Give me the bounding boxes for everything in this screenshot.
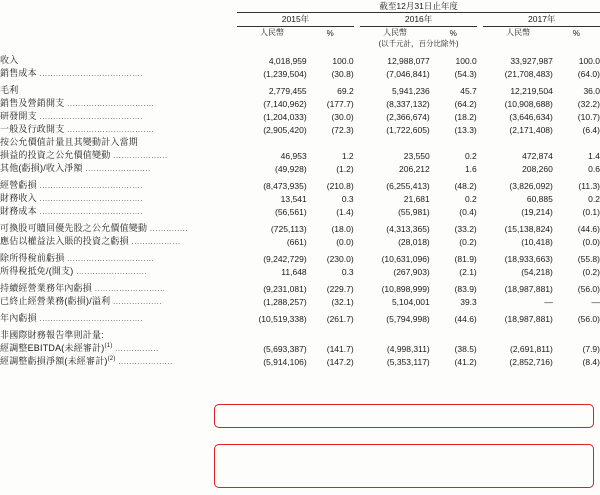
- cell-gap: [477, 341, 484, 354]
- leader-dots: ................................: [64, 254, 155, 263]
- row-label-text: 經營虧損: [0, 180, 37, 190]
- cell-v2017: (2,691,811): [510, 344, 553, 354]
- cell-v2017: 33,927,987: [510, 56, 553, 66]
- row-label: [0, 191, 237, 204]
- cell-p2017: 0.2: [588, 194, 600, 204]
- cell-gap: [477, 53, 484, 66]
- cell-gap: [477, 122, 484, 135]
- cell-v2016: (4,313,365): [386, 224, 430, 234]
- year-header-row: [0, 13, 600, 26]
- leader-dots: ................................: [64, 99, 155, 108]
- cell-v2015: (5,693,387): [263, 344, 307, 354]
- row-label-text: 毛利: [0, 85, 19, 95]
- cell-gap: [354, 328, 361, 341]
- table-row: [0, 311, 600, 324]
- cell-gap: [354, 281, 361, 294]
- cell-p2016: 0.2: [464, 194, 477, 204]
- cell-gap: [354, 204, 361, 217]
- cell-p2015: (0.0): [336, 237, 354, 247]
- column-year-2017: 2017年: [528, 14, 556, 24]
- table-row: [0, 341, 600, 354]
- cell-p2017: (0.1): [582, 207, 600, 217]
- cell-p2015: (30.8): [331, 69, 354, 79]
- cell-v2017: (10,908,688): [504, 99, 553, 109]
- cell-p2015: (72.3): [331, 125, 354, 135]
- cell-gap: [354, 161, 361, 174]
- cell-gap: [477, 96, 484, 109]
- cell-v2016: (2,366,674): [386, 112, 430, 122]
- cell-p2016: (0.4): [459, 207, 477, 217]
- row-label-text: 銷售成本: [0, 68, 37, 78]
- table-row: [0, 221, 600, 234]
- cell-v2016: (267,903): [393, 267, 430, 277]
- cell-v2016: [360, 135, 429, 148]
- cell-v2017: (18,933,663): [504, 254, 553, 264]
- row-label: [0, 311, 237, 324]
- cell-p2015: (147.2): [326, 357, 354, 367]
- gap-1: [354, 13, 361, 26]
- cell-p2017: 0.6: [588, 164, 600, 174]
- unit-note: (以千元計，百分比除外): [378, 39, 459, 48]
- cell-gap: [477, 294, 484, 307]
- table-row: [0, 251, 600, 264]
- period-caption: 截至12月31日止年度: [237, 0, 600, 13]
- cell-p2017: (10.7): [577, 112, 600, 122]
- cell-p2016: 39.3: [460, 297, 477, 307]
- cell-gap: [477, 281, 484, 294]
- cell-p2015: (261.7): [326, 314, 354, 324]
- cell-p2015: (1.2): [336, 164, 354, 174]
- cell-p2015: (141.7): [326, 344, 354, 354]
- row-label: [0, 221, 237, 234]
- row-label: [0, 281, 237, 294]
- cell-gap: [477, 178, 484, 191]
- row-label: [0, 122, 237, 135]
- cell-p2015: 0.3: [341, 267, 354, 277]
- row-label: [0, 96, 237, 109]
- row-label: [0, 53, 237, 66]
- cell-gap: [477, 311, 484, 324]
- leader-dots: ......................................: [36, 207, 143, 216]
- pct-2015: %: [326, 29, 334, 38]
- table-row: [0, 83, 600, 96]
- cell-v2015: (49,928): [275, 164, 307, 174]
- cell-v2017: (3,646,634): [509, 112, 553, 122]
- empty-corner-4: [0, 27, 237, 39]
- cell-gap: [354, 135, 361, 148]
- row-label-text: 按公允價值計量且其變動計入當期: [0, 137, 139, 147]
- cell-v2017: (19,214): [521, 207, 553, 217]
- cell-v2015: [237, 135, 306, 148]
- table-row: [0, 122, 600, 135]
- cell-v2015: (10,519,338): [258, 314, 307, 324]
- row-label: [0, 161, 237, 174]
- cell-p2017: 1.4: [588, 151, 600, 161]
- cell-v2015: (56,561): [275, 207, 307, 217]
- cell-gap: [477, 83, 484, 96]
- cell-p2015: [307, 328, 354, 341]
- currency-2016: 人民幣: [383, 28, 408, 37]
- empty-corner-2: [0, 13, 237, 26]
- leader-dots: ......................................: [36, 314, 143, 323]
- pct-2017: %: [572, 29, 580, 38]
- cell-v2016: 21,681: [403, 194, 430, 204]
- cell-p2015: (177.7): [326, 99, 354, 109]
- gap-5: [354, 27, 361, 39]
- leader-dots: ....................: [110, 151, 168, 160]
- cell-v2017: (2,171,408): [509, 125, 553, 135]
- cell-p2015: 1.2: [341, 151, 354, 161]
- cell-gap: [354, 96, 361, 109]
- cell-gap: [477, 221, 484, 234]
- cell-v2017: (10,418): [521, 237, 553, 247]
- row-label-text: 研發開支: [0, 111, 37, 121]
- cell-gap: [354, 53, 361, 66]
- cell-v2015: (8,473,935): [263, 181, 307, 191]
- cell-gap: [354, 294, 361, 307]
- cell-v2017: (18,987,881): [504, 284, 553, 294]
- cell-gap: [354, 341, 361, 354]
- cell-v2016: (5,353,117): [386, 357, 430, 367]
- row-label: [0, 341, 237, 354]
- cell-v2015: 11,648: [281, 267, 307, 277]
- cell-gap: [477, 204, 484, 217]
- gap-11: [483, 38, 552, 49]
- row-label-text: 所得稅抵免/(開支): [0, 266, 74, 276]
- cell-gap: [354, 221, 361, 234]
- currency-2017: 人民幣: [506, 28, 531, 37]
- table-header: [0, 0, 600, 53]
- row-label-text: 除所得稅前虧損: [0, 253, 65, 263]
- leader-dots: ..........................: [92, 284, 166, 293]
- row-label-text: 財務收入: [0, 193, 37, 203]
- leader-dots: ......................................: [36, 194, 143, 203]
- row-label-text: 其他(虧損)/收入淨額: [0, 163, 83, 173]
- cell-p2017: (0.2): [582, 267, 600, 277]
- table-row: [0, 148, 600, 161]
- cell-v2016: 5,941,236: [391, 86, 430, 96]
- cell-p2015: (1.4): [336, 207, 354, 217]
- cell-p2016: (38.5): [454, 344, 477, 354]
- cell-gap: [477, 109, 484, 122]
- cell-p2016: (48.2): [454, 181, 477, 191]
- row-label-text: 應佔以權益法入賬的投資之虧損: [0, 236, 129, 246]
- cell-v2016: (28,018): [398, 237, 430, 247]
- row-label-text: 可換股可贖回優先股之公允價值變動: [0, 223, 148, 233]
- cell-p2017: (56.0): [577, 314, 600, 324]
- cell-v2016: 206,212: [399, 164, 430, 174]
- cell-v2015: 4,018,959: [268, 56, 307, 66]
- cell-v2017: 12,219,504: [510, 86, 553, 96]
- cell-gap: [354, 109, 361, 122]
- leader-dots: ..................: [128, 237, 181, 246]
- table-row: [0, 96, 600, 109]
- table-row: [0, 66, 600, 79]
- cell-v2015: (1,288,257): [263, 297, 307, 307]
- cell-p2017: (11.3): [578, 181, 600, 191]
- cell-v2016: 5,104,001: [391, 297, 430, 307]
- cell-v2017: (15,138,824): [504, 224, 553, 234]
- table-body: [0, 53, 600, 367]
- cell-v2016: (55,981): [398, 207, 430, 217]
- gap-8: [307, 38, 354, 49]
- cell-p2016: (81.9): [454, 254, 477, 264]
- highlight-box-year-loss: [214, 404, 594, 428]
- gap-2: [477, 13, 484, 26]
- currency-header-row: [0, 27, 600, 39]
- row-label: [0, 178, 237, 191]
- cell-p2016: (2.1): [459, 267, 477, 277]
- cell-v2016: (4,998,311): [386, 344, 430, 354]
- cell-gap: [354, 66, 361, 79]
- cell-v2015: (661): [286, 237, 307, 247]
- row-label-text: 年內虧損: [0, 313, 37, 323]
- cell-gap: [354, 264, 361, 277]
- cell-p2016: (41.2): [454, 357, 477, 367]
- table-row: [0, 281, 600, 294]
- footnote-marker: (1): [104, 343, 113, 349]
- cell-v2016: [360, 328, 429, 341]
- cell-p2017: (32.2): [577, 99, 600, 109]
- cell-v2016: (10,898,999): [381, 284, 430, 294]
- cell-p2017: 36.0: [583, 86, 600, 96]
- table-row: [0, 178, 600, 191]
- cell-v2015: [237, 328, 306, 341]
- table-row: [0, 204, 600, 217]
- row-label: [0, 109, 237, 122]
- period-caption-row: [0, 0, 600, 13]
- cell-p2015: (229.7): [326, 284, 354, 294]
- cell-v2015: (9,242,729): [263, 254, 307, 264]
- table-row: [0, 264, 600, 277]
- row-label-text: 非國際財務報告準則計量:: [0, 330, 104, 340]
- gap-9: [354, 38, 361, 49]
- table-row: [0, 354, 600, 367]
- cell-gap: [354, 354, 361, 367]
- table-row: [0, 109, 600, 122]
- table-row: [0, 191, 600, 204]
- cell-p2015: (210.8): [326, 181, 354, 191]
- cell-v2016: (1,722,605): [386, 125, 430, 135]
- cell-gap: [477, 191, 484, 204]
- table-row: [0, 294, 600, 307]
- cell-gap: [354, 148, 361, 161]
- cell-p2017: (0.0): [582, 237, 600, 247]
- cell-p2017: (8.4): [582, 357, 600, 367]
- cell-p2016: [430, 328, 477, 341]
- cell-v2017: (18,987,881): [504, 314, 553, 324]
- row-label-text: 經調整虧損淨額(未經審計): [0, 356, 108, 366]
- leader-dots: ..........................: [73, 267, 148, 276]
- row-label-text: 損益的投資之公允價值變動: [0, 150, 111, 160]
- row-label: [0, 148, 237, 161]
- cell-v2015: 46,953: [280, 151, 307, 161]
- cell-v2016: (5,794,998): [386, 314, 430, 324]
- table-row: [0, 328, 600, 341]
- cell-gap: [477, 264, 484, 277]
- cell-v2015: (5,914,106): [263, 357, 307, 367]
- cell-p2015: (18.0): [331, 224, 354, 234]
- cell-v2015: (7,140,962): [263, 99, 307, 109]
- cell-p2016: (13.3): [454, 125, 477, 135]
- cell-p2016: (64.2): [454, 99, 477, 109]
- cell-v2015: (1,204,033): [263, 112, 307, 122]
- cell-p2016: 45.7: [460, 86, 477, 96]
- footnote-marker: (2): [107, 356, 116, 362]
- cell-p2015: (32.1): [331, 297, 354, 307]
- row-label-text: 財務成本: [0, 206, 37, 216]
- cell-v2017: —: [544, 297, 553, 307]
- empty-corner: [0, 0, 237, 13]
- cell-gap: [477, 354, 484, 367]
- row-label-text: 收入: [0, 55, 19, 65]
- cell-v2016: (6,255,413): [386, 181, 430, 191]
- cell-gap: [354, 122, 361, 135]
- cell-gap: [477, 148, 484, 161]
- leader-dots: ..................: [110, 297, 163, 306]
- cell-v2016: 12,988,077: [387, 56, 430, 66]
- cell-gap: [354, 191, 361, 204]
- leader-dots: ................................: [64, 125, 155, 134]
- cell-gap: [354, 311, 361, 324]
- cell-p2016: (33.2): [454, 224, 477, 234]
- cell-v2015: (725,113): [270, 224, 307, 234]
- cell-v2017: [483, 135, 552, 148]
- cell-gap: [354, 178, 361, 191]
- cell-p2016: (44.6): [454, 314, 477, 324]
- cell-v2015: 13,541: [280, 194, 307, 204]
- cell-p2015: 69.2: [337, 86, 354, 96]
- cell-p2015: (230.0): [326, 254, 354, 264]
- cell-p2017: (56.0): [577, 284, 600, 294]
- cell-p2016: 100.0: [455, 56, 477, 66]
- leader-dots: ......................................: [36, 181, 143, 190]
- cell-p2017: (64.0): [577, 69, 600, 79]
- table-row: [0, 161, 600, 174]
- highlight-box-non-ifrs: [214, 444, 594, 488]
- pct-2016: %: [449, 29, 457, 38]
- cell-p2017: (6.4): [582, 125, 600, 135]
- cell-p2016: 0.2: [464, 151, 477, 161]
- cell-v2017: (54,218): [521, 267, 553, 277]
- row-label: [0, 294, 237, 307]
- leader-dots: ........................: [82, 164, 151, 173]
- cell-v2017: (21,708,483): [504, 69, 553, 79]
- cell-gap: [477, 234, 484, 247]
- row-label-text: 銷售及營銷開支: [0, 98, 65, 108]
- row-label: [0, 251, 237, 264]
- cell-p2015: [307, 135, 354, 148]
- leader-dots: ......................................: [36, 69, 143, 78]
- gap-6: [477, 27, 484, 39]
- row-label: [0, 83, 237, 96]
- table-row: [0, 234, 600, 247]
- leader-dots: ......................................: [36, 112, 143, 121]
- row-label: [0, 204, 237, 217]
- cell-v2017: [483, 328, 552, 341]
- cell-gap: [354, 83, 361, 96]
- cell-p2017: —: [591, 297, 600, 307]
- leader-dots: ....................: [115, 357, 173, 366]
- cell-v2015: (9,231,081): [263, 284, 307, 294]
- table-row: [0, 53, 600, 66]
- cell-p2016: 1.6: [464, 164, 477, 174]
- cell-p2015: 100.0: [332, 56, 354, 66]
- cell-p2016: (18.2): [454, 112, 477, 122]
- cell-v2016: (7,046,841): [386, 69, 430, 79]
- cell-v2017: (2,852,716): [509, 357, 553, 367]
- cell-v2016: (10,631,096): [381, 254, 430, 264]
- cell-v2017: 208,260: [522, 164, 553, 174]
- cell-p2017: [553, 328, 600, 341]
- row-label: [0, 328, 237, 341]
- cell-p2015: (30.0): [331, 112, 354, 122]
- leader-dots: ..............: [147, 224, 189, 233]
- row-label: [0, 135, 237, 148]
- cell-gap: [477, 328, 484, 341]
- cell-v2016: 23,550: [403, 151, 430, 161]
- cell-p2017: [553, 135, 600, 148]
- gap-12: [553, 38, 600, 49]
- cell-v2016: (8,337,132): [386, 99, 430, 109]
- cell-gap: [477, 161, 484, 174]
- cell-p2016: [430, 135, 477, 148]
- cell-v2017: 472,874: [522, 151, 553, 161]
- cell-v2015: (1,239,504): [263, 69, 307, 79]
- leader-dots: ................: [112, 344, 159, 353]
- row-label-text: 持續經營業務年內虧損: [0, 283, 93, 293]
- cell-p2016: (54.3): [454, 69, 477, 79]
- cell-gap: [354, 234, 361, 247]
- cell-p2017: 100.0: [578, 56, 600, 66]
- cell-p2016: (0.2): [459, 237, 477, 247]
- cell-v2015: 2,779,455: [268, 86, 307, 96]
- row-label: [0, 66, 237, 79]
- cell-v2015: (2,905,420): [263, 125, 307, 135]
- cell-p2017: (44.6): [577, 224, 600, 234]
- table-row: [0, 135, 600, 148]
- row-label: [0, 354, 237, 367]
- cell-p2016: (83.9): [454, 284, 477, 294]
- row-label-text: 一般及行政開支: [0, 124, 65, 134]
- cell-v2017: 60,885: [526, 194, 553, 204]
- cell-p2017: (55.8): [577, 254, 600, 264]
- column-year-2016: 2016年: [404, 14, 433, 24]
- unit-note-row: [0, 38, 600, 49]
- row-label-text: 已終止經營業務(虧損)/溢利: [0, 296, 111, 306]
- cell-p2017: (7.9): [582, 344, 600, 354]
- row-label: [0, 264, 237, 277]
- cell-gap: [354, 251, 361, 264]
- row-label-text: 經調整EBITDA(未經審計): [0, 343, 105, 353]
- column-year-2015: 2015年: [281, 14, 310, 24]
- row-label: [0, 234, 237, 247]
- currency-2015: 人民幣: [259, 28, 284, 37]
- cell-gap: [477, 251, 484, 264]
- cell-gap: [477, 135, 484, 148]
- gap-7: [237, 38, 306, 49]
- cell-gap: [477, 66, 484, 79]
- cell-v2017: (3,826,092): [509, 181, 553, 191]
- gap-10: [477, 38, 484, 49]
- cell-p2015: 0.3: [341, 194, 354, 204]
- empty-corner-5: [0, 38, 237, 49]
